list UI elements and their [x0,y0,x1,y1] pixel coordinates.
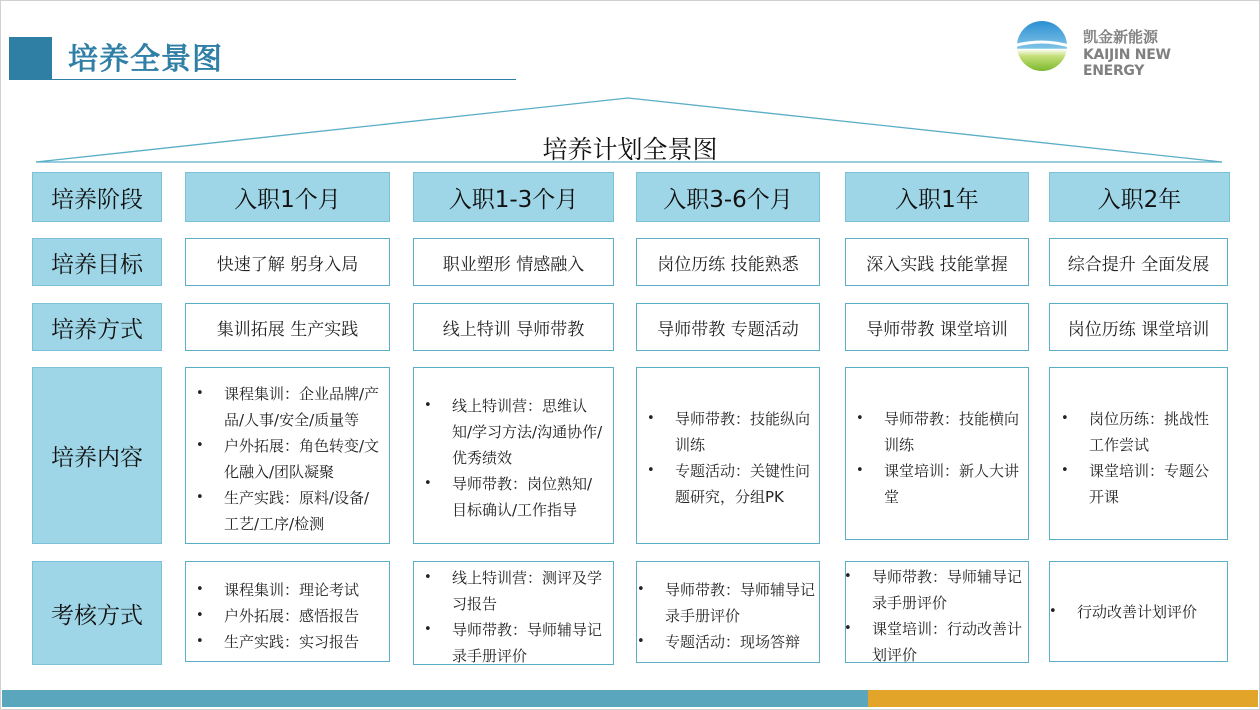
content-2 [413,367,614,544]
assessment-2-item-1: • 线上特训营：测评及学习报告 [452,565,607,617]
goal-4: 深入实践 技能掌握 [845,238,1029,286]
brand-name-cn: 凯金新能源 [1083,28,1159,46]
assessment-4 [845,561,1029,663]
assessment-4-item-2: • 课堂培训：行动改善计划评价 [872,616,1024,668]
content-1-item-2: • 户外拓展：角色转变/文化融入/团队凝聚 [224,433,382,485]
content-3-item-2: • 专题活动：关键性问题研究，分组PK [675,458,811,510]
stage-3: 入职3-6个月 [636,172,820,222]
content-1-item-3: • 生产实践：原料/设备/工艺/工序/检测 [224,485,382,537]
goal-2: 职业塑形 情感融入 [413,238,614,286]
stage-1: 入职1个月 [185,172,390,222]
assessment-2-item-2: • 导师带教：导师辅导记录手册评价 [452,617,607,669]
assessment-5-item-1: • 行动改善计划评价 [1077,599,1225,625]
content-4-item-1: • 导师带教：技能横向训练 [884,406,1020,458]
method-5: 岗位历练 课堂培训 [1049,303,1228,351]
footer-bar-blue [2,690,868,707]
stage-5: 入职2年 [1049,172,1230,222]
method-2: 线上特训 导师带教 [413,303,614,351]
content-2-item-2: • 导师带教：岗位熟知/目标确认/工作指导 [452,471,607,523]
content-3-item-1: • 导师带教：技能纵向训练 [675,406,811,458]
row-label-stage: 培养阶段 [32,172,162,222]
method-4: 导师带教 课堂培训 [845,303,1029,351]
assessment-2 [413,561,614,665]
content-5-item-1: • 岗位历练：挑战性工作尝试 [1089,406,1219,458]
goal-1: 快速了解 躬身入局 [185,238,390,286]
content-4-item-2: • 课堂培训：新人大讲堂 [884,458,1020,510]
content-4 [845,367,1029,540]
goal-3: 岗位历练 技能熟悉 [636,238,820,286]
goal-5: 综合提升 全面发展 [1049,238,1228,286]
footer-bar-gold [868,690,1258,707]
assessment-3 [636,561,820,663]
page-title: 培养全景图 [68,42,223,77]
content-5 [1049,367,1228,540]
brand-name-en: KAIJIN NEW ENERGY [1083,47,1171,79]
assessment-1-item-2: • 户外拓展：感悟报告 [224,603,384,629]
content-5-item-2: • 课堂培训：专题公开课 [1089,458,1219,510]
assessment-5 [1049,561,1228,662]
row-label-goal: 培养目标 [32,238,162,286]
assessment-3-item-1: • 导师带教：导师辅导记录手册评价 [665,577,815,629]
assessment-4-item-1: • 导师带教：导师辅导记录手册评价 [872,564,1024,616]
assessment-1-item-1: • 课程集训：理论考试 [224,577,384,603]
assessment-1 [185,561,390,662]
row-label-method: 培养方式 [32,303,162,351]
assessment-3-item-2: • 专题活动：现场答辩 [665,629,815,655]
content-3 [636,367,820,544]
content-1-item-1: • 课程集训：企业品牌/产品/人事/安全/质量等 [224,381,382,433]
row-label-content: 培养内容 [32,367,162,544]
content-2-item-1: • 线上特训营：思维认知/学习方法/沟通协作/优秀绩效 [452,393,607,471]
method-3: 导师带教 专题活动 [636,303,820,351]
content-1 [185,367,390,544]
row-label-assessment: 考核方式 [32,561,162,665]
assessment-1-item-3: • 生产实践：实习报告 [224,629,384,655]
diagram-title: 培养计划全景图 [542,135,718,164]
stage-2: 入职1-3个月 [413,172,614,222]
stage-4: 入职1年 [845,172,1029,222]
method-1: 集训拓展 生产实践 [185,303,390,351]
